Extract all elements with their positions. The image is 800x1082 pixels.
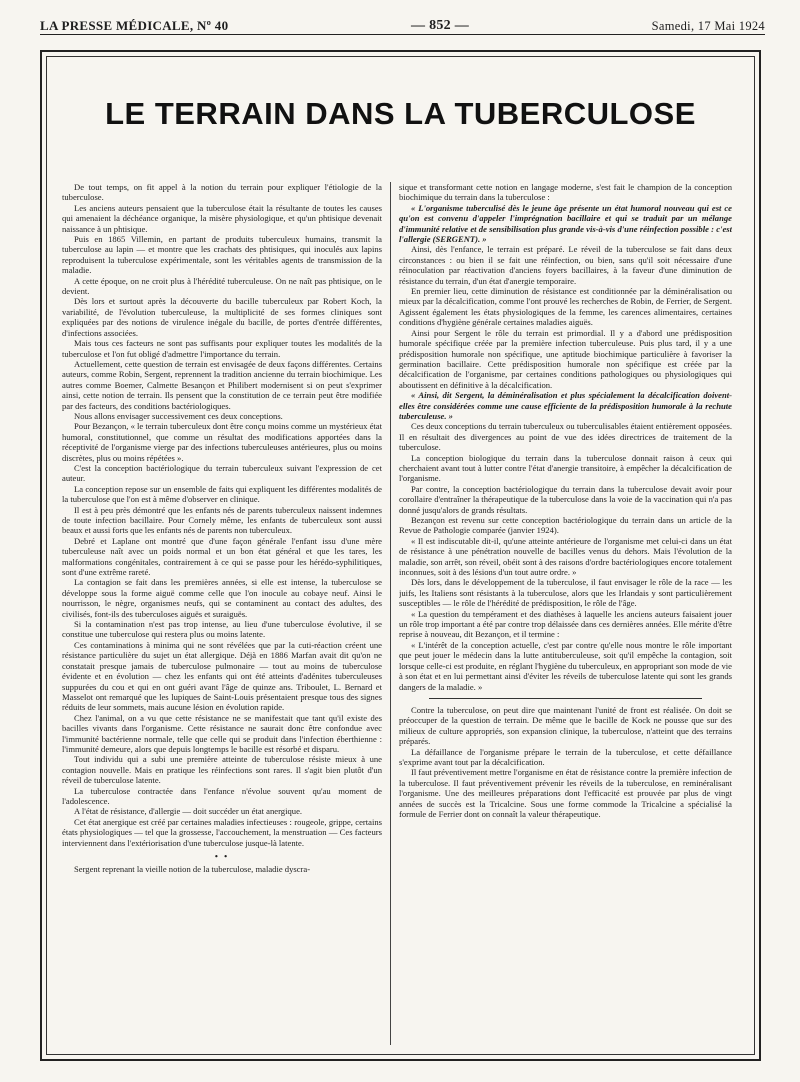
paragraph: Dès lors et surtout après la découverte du bacille tuberculeux par Robert Koch, la variabilité, de l'évolution tuberculeuse, la multiplicité de ses formes cliniques sont expliquées par des notions de virulence inégale du bacille, de portes d'entrée différentes, d'infections associées. xyxy=(62,296,382,338)
paragraph: « La question du tempérament et des diathèses à laquelle les anciens auteurs faisaient jouer un rôle trop important a été par contre trop délaissée dans ces dernières années. Elle mérite d'être reprise à nouveau, dit Bezançon, et il termine : xyxy=(399,608,732,640)
paragraph: Les anciens auteurs pensaient que la tuberculose était la résultante de toutes les causes qui amenaient la déchéance organique, la misère physiologique, et qu'un phtisique devenait naissance à un phtisique. xyxy=(62,202,382,234)
paragraph: Sergent reprenant la vieille notion de la tuberculose, maladie dyscra- xyxy=(74,864,311,875)
paragraph: Ces deux conceptions du terrain tuberculeux ou tuberculisables étaient entièrement opposées. Il en résultait des divergences au point de vue des idées directrices de traitement de la tuberculose. xyxy=(399,421,732,453)
paragraph: Puis en 1865 Villemin, en partant de produits tuberculeux humains, transmit la tuberculose au lapin — et montre que les crachats des phtisiques, qui inoculés aux lapins reproduisent la tuberculose expérimentale, sont les véritables agents de transmission de la maladie. xyxy=(62,234,382,276)
paragraph: La conception repose sur un ensemble de faits qui expliquent les différentes modalités de la tuberculose que l'on est à même d'observer en clinique. xyxy=(62,483,382,505)
paragraph: Ainsi, dès l'enfance, le terrain est préparé. Le réveil de la tuberculose se fait dans deux circonstances : ou bien il se fait une réinfection, ou bien, sans qu'il soit nécessaire d'une réinoculation par réactivation d'anciens foyers bacillaires, à la faveur d'une diminution de résistance du terrain, d'un état d'anergie temporaire. xyxy=(399,244,732,286)
section-rule xyxy=(429,698,702,699)
paragraph: « L'intérêt de la conception actuelle, c'est par contre qu'elle nous montre le rôle important que peut jouer le médecin dans la lutte antituberculeuse, soit qu'il empêche la contagion, soit lorsque celle-ci est produite, en réglant l'hygiène du tuberculeux, en appropriant son mode de vie à son état et en lui permettant ainsi d'éviter les réveils de tuberculose latente qui sont les grands dangers de la maladie. » xyxy=(399,639,732,692)
article-title: LE TERRAIN DANS LA TUBERCULOSE xyxy=(105,96,696,131)
paragraph: De tout temps, on fit appel à la notion du terrain pour expliquer l'étiologie de la tuberculose. xyxy=(62,182,382,203)
paragraph: La contagion se fait dans les premières années, si elle est intense, la tuberculose se développe sous la forme aiguë comme celle que l'on inocule au cobaye neuf. Ainsi le nourrisson, le nègre, organismes neufs, qui se contaminent au contact des adultes, des civilisés, font-ils des tuberculoses aiguës et suraiguës. xyxy=(62,577,382,619)
paragraph: Debré et Laplane ont montré que d'une façon générale l'enfant issu d'une mère tuberculeuse naît avec un poids normal et un bon état général et que les tares, les malformations congénitales, contrairement à ce qui se passe pour les hérédo-syphilitiques, sont d'une extrême rareté. xyxy=(62,535,382,578)
paragraph: Si la contamination n'est pas trop intense, au lieu d'une tuberculose évolutive, il se constitue une tuberculose qui restera plus ou moins latente. xyxy=(62,619,382,640)
issue-date: Samedi, 17 Mai 1924 xyxy=(651,19,765,33)
paragraph: Cet état anergique est créé par certaines maladies infectieuses : rougeole, grippe, certains états physiologiques — tel que la grossesse, l'accouchement, la menstruation — Ces facteurs interviennent dans l'extériorisation d'une tuberculose jusque-là latente. xyxy=(62,816,382,848)
paragraph: « Ainsi, dit Sergent, la déminéralisation et plus spécialement la décalcification doivent-elles être considérées comme une cause efficiente de la prédisposition humorale à la rechute tuberculeuse. » xyxy=(399,390,732,421)
left-column xyxy=(62,182,382,1045)
paragraph: Ainsi pour Sergent le rôle du terrain est primordial. Il y a d'abord une prédisposition humorale spécifique créée par la première infection tuberculeuse. Puis plus tard, il y a une prédisposition humorale non spécifique, une aptitude biochimique particulière à favoriser la germination bacillaire. Cette prédisposition humorale non spécifique est créée par la décalcification de l'organisme, par certaines conditions pathologiques ou physiologiques qui aboutissent en définitive à la décalcification. xyxy=(399,327,732,390)
paragraph: Contre la tuberculose, on peut dire que maintenant l'unité de front est réalisée. On doit se préoccuper de la question de terrain. De même que le bacille de Kock ne pousse que sur des milieux de culture appropriés, son expansion clinique, la tuberculose, n'atteint que des terrains préparés. xyxy=(399,704,732,747)
paragraph: Actuellement, cette question de terrain est envisagée de deux façons différentes. Certains auteurs, comme Robin, Sergent, reprennent la tradition ancienne du terrain biochimique. Les autres comme Boemer, Calmette Besançon et Philibert modernisent si on peut s'exprimer ainsi, cette notion de terrain. Ils pensent que la constitution de ce terrain peut être modifiée par des facteurs, des conditions bactériologiques. xyxy=(62,358,382,411)
paragraph: « Il est indiscutable dit-il, qu'une atteinte antérieure de l'organisme met celui-ci dans un état de résistance à une pénétration nouvelle de bacilles venus du dehors. Mais l'évolution de la maladie, son arrêt, son réveil, obéit sont à des raisons d'ordre bactériologiques encore totalement inconnues, soit à des lésions d'un tout autre ordre. » xyxy=(399,535,732,578)
paragraph: Mais tous ces facteurs ne sont pas suffisants pour expliquer toutes les modalités de la tuberculose et l'on fut obligé d'admettre l'importance du terrain. xyxy=(62,338,382,359)
paragraph: La conception biologique du terrain dans la tuberculose donnait raison à ceux qui cherchaient avant tout à lutter contre l'état d'anergie transitoire, à empêcher la décalcification de l'organisme. xyxy=(399,452,732,484)
paragraph: C'est la conception bactériologique du terrain tuberculeux suivant l'expression de cet auteur. xyxy=(62,462,382,484)
paragraph: Dès lors, dans le développement de la tuberculose, il faut envisager le rôle de la race — les juifs, les Italiens sont résistants à la tuberculose, alors que les Irlandais y sont particulièrement susceptibles — le rôle de l'hérédité de prédisposition, le rôle de l'âge. xyxy=(399,577,732,609)
paragraph: La tuberculose contractée dans l'enfance n'évolue souvent qu'au moment de l'adolescence. xyxy=(62,785,382,806)
column-divider xyxy=(390,182,391,1045)
section-separator: • • xyxy=(214,851,230,861)
paragraph: A l'état de résistance, d'allergie — doit succéder un état anergique. xyxy=(74,806,303,817)
paragraph: sique et transformant cette notion en langage moderne, s'est fait le champion de la conception biochimique du terrain dans la tuberculose : xyxy=(399,182,732,203)
paragraph: La défaillance de l'organisme prépare le terrain de la tuberculose, et cette défaillance s'exprime avant tout par la décalcification. xyxy=(399,746,732,767)
article-frame xyxy=(40,50,761,1061)
paragraph: Il faut préventivement mettre l'organisme en état de résistance contre la première infection de la tuberculose. Il faut préventivement prévenir les réveils de la tuberculose, en reminéralisant l'organisme. Une des meilleures préparations dont l'efficacité est prouvée par plus de vingt années de succès est la Tricalcine. Sous une forme commode la Tricalcine a spécialisé la formule de Ferrier dont on connaît la valeur thérapeutique. xyxy=(399,767,732,819)
paragraph: Bezançon est revenu sur cette conception bactériologique du terrain dans un article de la Revue de Pathologie comparée (janvier 1924). xyxy=(399,515,732,536)
paragraph: Chez l'animal, on a vu que cette résistance ne se manifestait que tant qu'il existe des bacilles vivants dans l'organisme. Cette résistance ne saurait donc être confondue avec l'immunité bactérienne normale, telle que celle qui se produit dans l'infection éberthienne : l'immunité demeure, alors que depuis longtemps le bacille est résorbé et disparu. xyxy=(62,712,382,754)
paragraph: Par contre, la conception bactériologique du terrain dans la tuberculose devait avoir pour corollaire d'entraîner la thérapeutique de la tuberculose dans la voie de la vaccination qui n'a pas donné jusqu'alors de grands résultats. xyxy=(399,483,732,515)
page-number: — 852 — xyxy=(410,18,470,33)
masthead xyxy=(40,12,765,35)
paragraph: Il est à peu près démontré que les enfants nés de parents tuberculeux naissent indemnes de toute infection bacillaire. Pour Cornely même, les enfants de tuberculeux sont aussi beaux et aussi forts que les enfants nés de parents non tuberculeux. xyxy=(62,504,382,536)
journal-name: LA PRESSE MÉDICALE, Nº 40 xyxy=(40,18,229,33)
paragraph: Pour Bezançon, « le terrain tuberculeux dont être conçu moins comme un mystérieux état humoral, constitutionnel, que comme un résultat des modifications apportées dans la réceptivité de l'organisme vierge par des infections tuberculeuses antérieures, plus ou moins discrètes, plus ou moins répétées ». xyxy=(62,421,382,463)
paragraph: Nous allons envisager successivement ces deux conceptions. xyxy=(74,410,283,421)
paragraph: « L'organisme tuberculisé dès le jeune âge présente un état humoral nouveau qui est ce qu'on est convenu d'appeler l'imprégnation bacillaire et qui se traduit par un mélange d'immunité relative et de sensibilisation plus grande vis-à-vis d'une réinfection possible : c'est l'allergie (SERGENT). » xyxy=(399,202,732,245)
paragraph: En premier lieu, cette diminution de résistance est conditionnée par la déminéralisation ou mieux par la décalcification, comme l'ont prouvé les recherches de Robin, de Ferrier, de Sergent. Agissent également les états physiologiques de la femme, les carences alimentaires, certaines conditions d'hygiène générale certaines maladies aiguës. xyxy=(399,286,732,328)
paragraph: Tout individu qui a subi une première atteinte de tuberculose résiste mieux à une contagion nouvelle. Mais en pratique les réinfections sont rares. Il s'agit bien plutôt d'un réveil de tuberculose latente. xyxy=(62,754,382,786)
paragraph: Ces contaminations à minima qui ne sont révélées que par la cuti-réaction créent une résistance particulière du sujet un état allergique. Déjà en 1886 Marfan avait dit qu'on ne constatait presque jamais de tuberculose pulmonaire — tout au moins de tuberculose évidente et en évolution — chez les enfants qui ont été atteints d'adénites tuberculeuses suppurées du cou et qui en ont guéri avant l'âge de quinze ans. Triboulet, L. Bernard et Masselot ont remarqué que les lupiques de Saint-Louis présentaient presque tous des signes réduits de leur sommets, mais aucune lésion en évolution rapide. xyxy=(62,639,382,713)
paragraph: A cette époque, on ne croit plus à l'hérédité tuberculeuse. On ne naît pas phtisique, on le devient. xyxy=(62,275,382,297)
right-column xyxy=(399,182,732,1045)
